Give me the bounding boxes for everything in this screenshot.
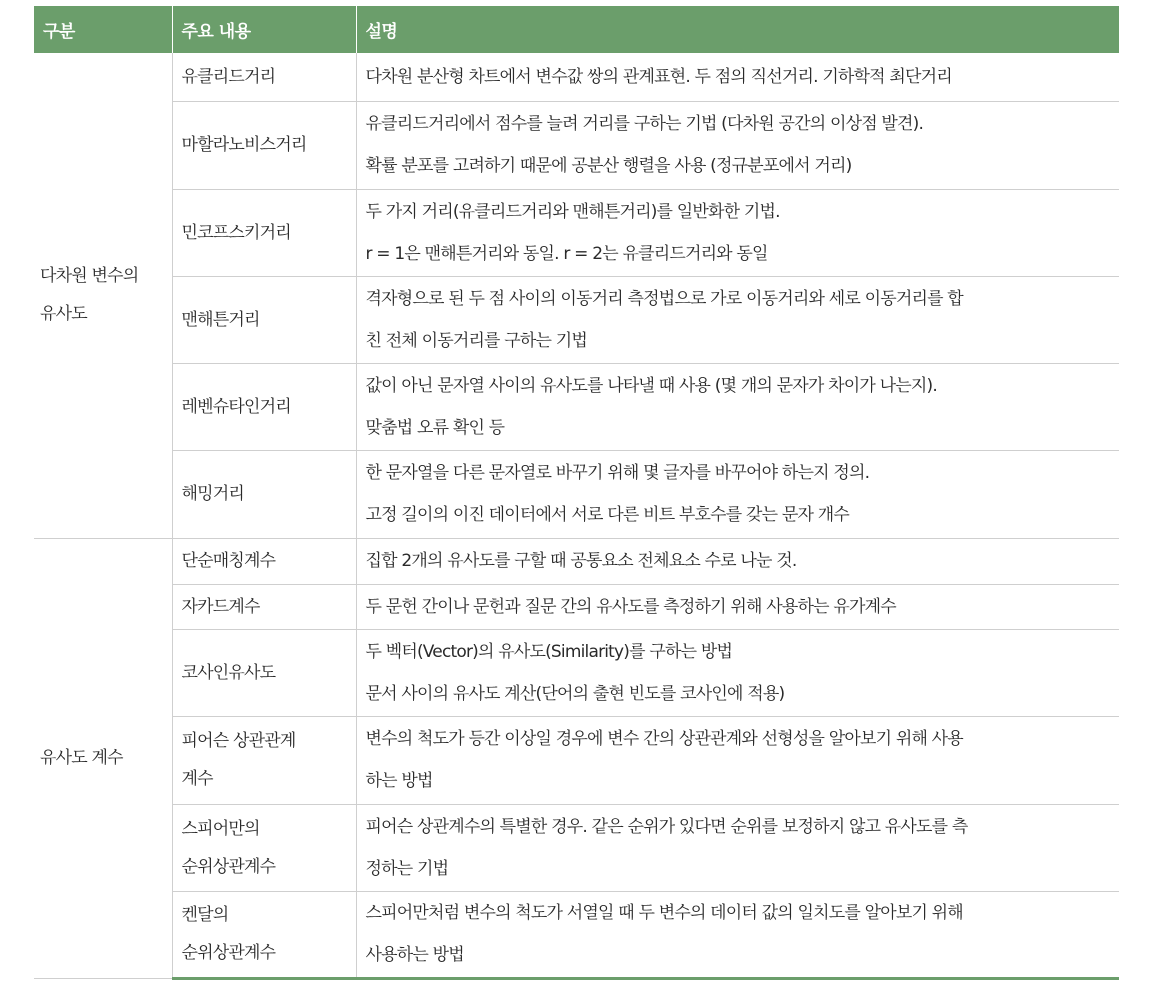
header-category: 구분 (34, 6, 172, 53)
header-main-content: 주요 내용 (172, 6, 356, 53)
similarity-table (34, 6, 1119, 980)
category-cell (34, 538, 172, 978)
description-line: 한 문자열을 다른 문자열로 바꾸기 위해 몇 글자를 바꾸어야 하는지 정의. (365, 463, 870, 483)
item-cell (172, 891, 356, 978)
description-cell (356, 101, 1119, 189)
item-line: 계수 (181, 769, 213, 789)
table-row (34, 450, 1119, 538)
description-line: 변수의 척도가 등간 이상일 경우에 변수 간의 상관관계와 선형성을 알아보기 위해 사용 (365, 729, 963, 749)
item-line: 스피어만의 (181, 818, 260, 839)
category-line: 다차원 변수의 (40, 266, 139, 287)
table-row (34, 804, 1119, 891)
category-label (40, 257, 172, 333)
description-cell (356, 629, 1119, 716)
item-cell (172, 804, 356, 891)
description-cell (356, 276, 1119, 363)
similarity-table-container (34, 6, 1119, 980)
description-line: 값이 아닌 문자열 사이의 유사도를 나타낼 때 사용 (몇 개의 문자가 차이가 나는지). (365, 375, 937, 396)
description-cell (356, 891, 1119, 978)
description-cell (356, 716, 1119, 804)
description-line: 사용하는 방법 (365, 945, 464, 965)
description-line: 피어슨 상관계수의 특별한 경우. 같은 순위가 있다면 순위를 보정하지 않고 유사도를 측 (365, 816, 968, 837)
description-line: 격자형으로 된 두 점 사이의 이동거리 측정법으로 가로 이동거리와 세로 이동거리를 합 (365, 288, 963, 309)
item-cell (172, 716, 356, 804)
item-cell: 민코프스키거리 (172, 189, 356, 276)
item-cell: 단순매칭계수 (172, 538, 356, 584)
table-row (34, 363, 1119, 450)
description-line: 확률 분포를 고려하기 때문에 공분산 행렬을 사용 (정규분포에서 거리) (365, 156, 852, 176)
item-cell: 레벤슈타인거리 (172, 363, 356, 450)
header-description: 설명 (356, 6, 1119, 53)
header-row (34, 6, 1119, 53)
description-cell (356, 584, 1119, 629)
item-cell: 자카드계수 (172, 584, 356, 629)
item-cell: 해밍거리 (172, 450, 356, 538)
description-line: 정하는 기법 (365, 858, 449, 879)
description-cell (356, 538, 1119, 584)
description-cell (356, 53, 1119, 101)
description-line: 고정 길이의 이진 데이터에서 서로 다른 비트 부호수를 갖는 문자 개수 (365, 505, 849, 525)
description-line: 유클리드거리에서 점수를 늘려 거리를 구하는 기법 (다차원 공간의 이상점 발견). (365, 114, 924, 134)
item-line: 순위상관계수 (181, 943, 276, 963)
category-line: 유사도 (40, 304, 87, 325)
item-cell: 유클리드거리 (172, 53, 356, 101)
description-cell (356, 450, 1119, 538)
table-row (34, 189, 1119, 276)
table-row (34, 101, 1119, 189)
table-row (34, 584, 1119, 629)
table-row (34, 891, 1119, 978)
table-row (34, 53, 1119, 101)
description-line: 두 벡터(Vector)의 유사도(Similarity)를 구하는 방법 (365, 641, 733, 662)
table-row (34, 276, 1119, 363)
description-cell (356, 804, 1119, 891)
item-cell: 코사인유사도 (172, 629, 356, 716)
description-line: 두 문헌 간이나 문헌과 질문 간의 유사도를 측정하기 위해 사용하는 유가계수 (365, 596, 896, 617)
description-line: 다차원 분산형 차트에서 변수값 쌍의 관계표현. 두 점의 직선거리. 기하학적 최단거리 (365, 66, 952, 87)
description-cell (356, 189, 1119, 276)
table-row (34, 538, 1119, 584)
item-cell: 맨해튼거리 (172, 276, 356, 363)
description-line: 두 가지 거리(유클리드거리와 맨해튼거리)를 일반화한 기법. (365, 201, 780, 222)
description-line: 하는 방법 (365, 771, 433, 791)
description-line: 맞춤법 오류 확인 등 (365, 417, 505, 438)
item-line: 순위상관계수 (181, 856, 276, 877)
item-line: 켄달의 (181, 905, 229, 925)
item-cell: 마할라노비스거리 (172, 101, 356, 189)
item-line: 피어슨 상관관계 (181, 731, 296, 751)
table-row (34, 629, 1119, 716)
description-line: 스피어만처럼 변수의 척도가 서열일 때 두 변수의 데이터 값의 일치도를 알아보기 위해 (365, 903, 963, 923)
table-row (34, 716, 1119, 804)
description-line: 집합 2개의 유사도를 구할 때 공통요소 전체요소 수로 나눈 것. (365, 551, 797, 571)
description-cell (356, 363, 1119, 450)
description-line: 문서 사이의 유사도 계산(단어의 출현 빈도를 코사인에 적용) (365, 683, 785, 704)
category-label: 유사도 계수 (40, 748, 123, 768)
description-line: r = 1은 맨해튼거리와 동일. r = 2는 유클리드거리와 동일 (365, 243, 768, 264)
category-cell (34, 53, 172, 538)
description-line: 친 전체 이동거리를 구하는 기법 (365, 330, 588, 351)
